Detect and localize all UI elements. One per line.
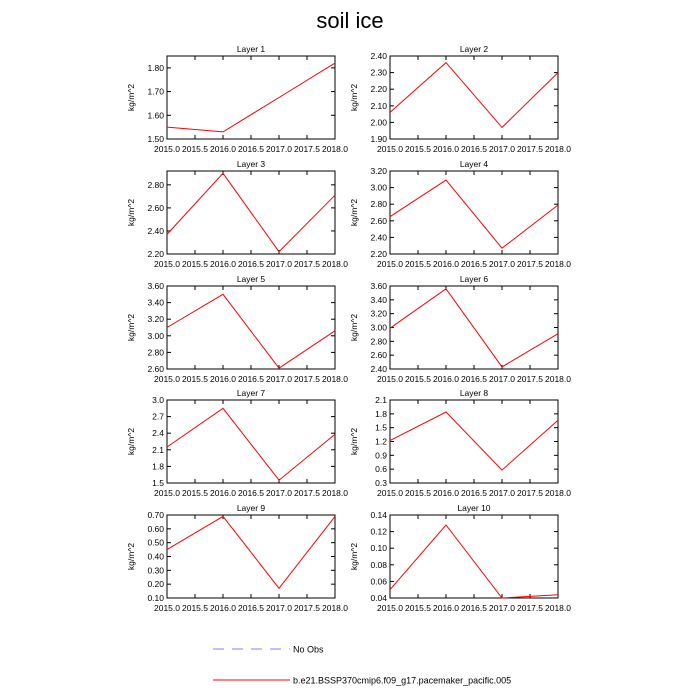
- x-tick-label: 2018.0: [322, 259, 348, 269]
- y-tick-label: 0.10: [147, 593, 164, 603]
- plot-frame-4: [390, 171, 558, 254]
- y-tick-label: 3.20: [147, 314, 164, 325]
- x-tick-label: 2016.0: [433, 374, 459, 384]
- y-tick-label: 2.20: [147, 249, 164, 259]
- x-tick-label: 2017.5: [294, 374, 320, 384]
- y-tick-label: 0.9: [375, 450, 387, 461]
- x-tick-label: 2017.0: [489, 144, 515, 154]
- panel-title-3: Layer 3: [236, 159, 266, 169]
- x-tick-label: 2016.0: [210, 374, 236, 384]
- x-tick-label: 2017.5: [517, 374, 543, 384]
- y-tick-label: 2.40: [370, 232, 387, 243]
- x-tick-label: 2017.5: [294, 144, 320, 154]
- y-tick-label: 2.60: [147, 364, 164, 374]
- x-tick-label: 2015.5: [182, 374, 208, 384]
- x-tick-label: 2015.5: [182, 488, 208, 498]
- y-tick-label: 0.20: [147, 579, 164, 590]
- x-tick-label: 2015.0: [377, 374, 403, 384]
- y-axis-label-10: kg/m^2: [349, 542, 359, 571]
- x-tick-label: 2016.0: [210, 603, 236, 613]
- x-tick-label: 2017.5: [294, 488, 320, 498]
- x-tick-label: 2016.5: [461, 259, 487, 269]
- x-tick-label: 2015.0: [154, 488, 180, 498]
- y-tick-label: 3.60: [370, 281, 387, 291]
- series-line-10: [390, 525, 558, 598]
- page-title: soil ice: [316, 8, 384, 33]
- plot-frame-9: [167, 515, 335, 598]
- y-tick-label: 2.40: [147, 225, 164, 236]
- x-tick-label: 2016.5: [461, 603, 487, 613]
- panel-6: [349, 274, 571, 384]
- panel-title-9: Layer 9: [236, 503, 266, 513]
- x-tick-label: 2015.0: [154, 144, 180, 154]
- y-tick-label: 0.10: [370, 543, 387, 554]
- y-tick-label: 2.00: [370, 117, 387, 128]
- y-tick-label: 0.12: [370, 526, 387, 537]
- y-tick-label: 1.60: [147, 110, 164, 121]
- y-tick-label: 3.00: [147, 330, 164, 341]
- y-tick-label: 2.40: [370, 364, 387, 374]
- x-tick-label: 2017.0: [266, 374, 292, 384]
- y-axis-label-6: kg/m^2: [349, 313, 359, 342]
- plot-frame-7: [167, 400, 335, 483]
- y-tick-label: 0.04: [370, 593, 387, 603]
- x-tick-label: 2016.5: [238, 488, 264, 498]
- series-line-6: [390, 289, 558, 367]
- y-tick-label: 0.50: [147, 537, 164, 548]
- x-tick-label: 2017.5: [517, 144, 543, 154]
- x-tick-label: 2016.0: [433, 259, 459, 269]
- x-tick-label: 2015.5: [405, 488, 431, 498]
- x-tick-label: 2016.0: [210, 488, 236, 498]
- x-tick-label: 2018.0: [545, 259, 571, 269]
- y-tick-label: 2.60: [370, 215, 387, 226]
- y-axis-label-4: kg/m^2: [349, 198, 359, 227]
- x-tick-label: 2016.5: [238, 259, 264, 269]
- y-tick-label: 2.80: [370, 336, 387, 347]
- x-tick-label: 2016.5: [238, 603, 264, 613]
- x-tick-label: 2016.0: [210, 259, 236, 269]
- y-tick-label: 3.20: [370, 166, 387, 176]
- plot-frame-10: [390, 515, 558, 598]
- x-tick-label: 2017.5: [517, 488, 543, 498]
- y-tick-label: 3.40: [147, 297, 164, 308]
- x-tick-label: 2015.5: [405, 144, 431, 154]
- x-tick-label: 2018.0: [322, 603, 348, 613]
- y-axis-label-2: kg/m^2: [349, 83, 359, 112]
- y-tick-label: 3.60: [147, 281, 164, 291]
- x-tick-label: 2015.5: [405, 603, 431, 613]
- x-tick-label: 2018.0: [322, 488, 348, 498]
- y-tick-label: 2.80: [147, 179, 164, 190]
- x-tick-label: 2015.0: [154, 603, 180, 613]
- panel-1: [126, 44, 348, 154]
- panels-group: [126, 44, 571, 613]
- x-tick-label: 2016.5: [238, 374, 264, 384]
- y-tick-label: 0.14: [370, 510, 387, 520]
- x-tick-label: 2018.0: [545, 488, 571, 498]
- x-tick-label: 2017.0: [266, 144, 292, 154]
- x-tick-label: 2016.0: [210, 144, 236, 154]
- y-axis-label-3: kg/m^2: [126, 198, 136, 227]
- x-tick-label: 2016.0: [433, 603, 459, 613]
- y-tick-label: 1.8: [375, 408, 387, 419]
- y-axis-label-8: kg/m^2: [349, 427, 359, 456]
- x-tick-label: 2017.5: [517, 603, 543, 613]
- y-tick-label: 1.8: [152, 461, 164, 472]
- x-tick-label: 2017.0: [266, 259, 292, 269]
- x-tick-label: 2015.0: [377, 259, 403, 269]
- x-tick-label: 2017.0: [489, 603, 515, 613]
- panel-title-7: Layer 7: [236, 388, 266, 398]
- x-tick-label: 2015.0: [377, 603, 403, 613]
- y-tick-label: 2.80: [147, 347, 164, 358]
- panel-title-8: Layer 8: [459, 388, 489, 398]
- panel-7: [126, 388, 348, 498]
- y-axis-label-7: kg/m^2: [126, 427, 136, 456]
- y-tick-label: 2.80: [370, 199, 387, 210]
- x-tick-label: 2015.5: [182, 603, 208, 613]
- panel-title-5: Layer 5: [236, 274, 266, 284]
- y-tick-label: 1.2: [375, 436, 387, 447]
- legend: [213, 645, 511, 686]
- x-tick-label: 2015.0: [377, 144, 403, 154]
- y-tick-label: 0.30: [147, 565, 164, 576]
- x-tick-label: 2018.0: [545, 144, 571, 154]
- y-tick-label: 0.08: [370, 559, 387, 570]
- x-tick-label: 2018.0: [545, 603, 571, 613]
- y-tick-label: 2.40: [370, 51, 387, 61]
- panel-5: [126, 274, 348, 384]
- series-line-8: [390, 412, 558, 470]
- panel-title-1: Layer 1: [236, 44, 266, 54]
- y-axis-label-1: kg/m^2: [126, 83, 136, 112]
- y-tick-label: 0.60: [147, 523, 164, 534]
- x-tick-label: 2015.5: [405, 374, 431, 384]
- plot-frame-5: [167, 286, 335, 369]
- y-tick-label: 2.20: [370, 249, 387, 259]
- y-tick-label: 3.40: [370, 294, 387, 305]
- x-tick-label: 2015.5: [182, 259, 208, 269]
- x-tick-label: 2018.0: [322, 374, 348, 384]
- y-tick-label: 2.7: [152, 411, 164, 422]
- y-tick-label: 2.60: [370, 350, 387, 361]
- series-line-2: [390, 63, 558, 128]
- series-line-9: [167, 516, 335, 588]
- x-tick-label: 2017.0: [489, 374, 515, 384]
- y-tick-label: 1.5: [375, 422, 387, 433]
- series-line-3: [167, 173, 335, 251]
- series-line-4: [390, 180, 558, 248]
- panel-title-4: Layer 4: [459, 159, 489, 169]
- y-tick-label: 2.4: [152, 428, 164, 439]
- x-tick-label: 2017.0: [489, 259, 515, 269]
- y-tick-label: 2.1: [152, 444, 164, 455]
- y-tick-label: 1.90: [370, 134, 387, 144]
- panel-title-2: Layer 2: [459, 44, 489, 54]
- x-tick-label: 2015.0: [154, 259, 180, 269]
- panel-2: [349, 44, 571, 154]
- x-tick-label: 2017.5: [294, 259, 320, 269]
- x-tick-label: 2017.0: [266, 488, 292, 498]
- panel-10: [349, 503, 571, 613]
- legend-no-obs-label: No Obs: [293, 644, 324, 655]
- y-tick-label: 2.30: [370, 67, 387, 78]
- x-tick-label: 2017.0: [266, 603, 292, 613]
- y-tick-label: 2.1: [375, 395, 387, 405]
- x-tick-label: 2016.5: [461, 488, 487, 498]
- y-tick-label: 2.10: [370, 100, 387, 111]
- x-tick-label: 2018.0: [545, 374, 571, 384]
- x-tick-label: 2018.0: [322, 144, 348, 154]
- panel-3: [126, 159, 348, 269]
- y-tick-label: 0.3: [375, 478, 387, 488]
- y-tick-label: 1.80: [147, 62, 164, 73]
- y-tick-label: 3.20: [370, 308, 387, 319]
- legend-model-label: b.e21.BSSP370cmip6.f09_g17.pacemaker_pacific.005: [293, 675, 512, 686]
- y-tick-label: 0.06: [370, 576, 387, 587]
- y-tick-label: 1.5: [152, 478, 164, 488]
- series-line-7: [167, 408, 335, 480]
- x-tick-label: 2017.5: [517, 259, 543, 269]
- y-axis-label-9: kg/m^2: [126, 542, 136, 571]
- panel-title-6: Layer 6: [459, 274, 489, 284]
- panel-4: [349, 159, 571, 269]
- y-tick-label: 1.50: [147, 134, 164, 144]
- y-tick-label: 2.20: [370, 84, 387, 95]
- x-tick-label: 2017.0: [489, 488, 515, 498]
- y-tick-label: 0.6: [375, 464, 387, 475]
- x-tick-label: 2016.5: [461, 144, 487, 154]
- x-tick-label: 2015.0: [377, 488, 403, 498]
- x-tick-label: 2015.5: [405, 259, 431, 269]
- x-tick-label: 2015.5: [182, 144, 208, 154]
- plot-frame-1: [167, 56, 335, 139]
- series-line-5: [167, 294, 335, 368]
- x-tick-label: 2017.5: [294, 603, 320, 613]
- x-tick-label: 2016.5: [461, 374, 487, 384]
- y-tick-label: 0.70: [147, 510, 164, 520]
- panel-title-10: Layer 10: [457, 503, 491, 513]
- x-tick-label: 2016.0: [433, 144, 459, 154]
- y-axis-label-5: kg/m^2: [126, 313, 136, 342]
- series-line-1: [167, 63, 335, 132]
- panel-9: [126, 503, 348, 613]
- y-tick-label: 3.00: [370, 322, 387, 333]
- y-tick-label: 3.0: [152, 395, 164, 405]
- y-tick-label: 1.70: [147, 86, 164, 97]
- x-tick-label: 2015.0: [154, 374, 180, 384]
- y-tick-label: 0.40: [147, 551, 164, 562]
- y-tick-label: 2.60: [147, 202, 164, 213]
- x-tick-label: 2016.5: [238, 144, 264, 154]
- x-tick-label: 2016.0: [433, 488, 459, 498]
- y-tick-label: 3.00: [370, 182, 387, 193]
- panel-8: [349, 388, 571, 498]
